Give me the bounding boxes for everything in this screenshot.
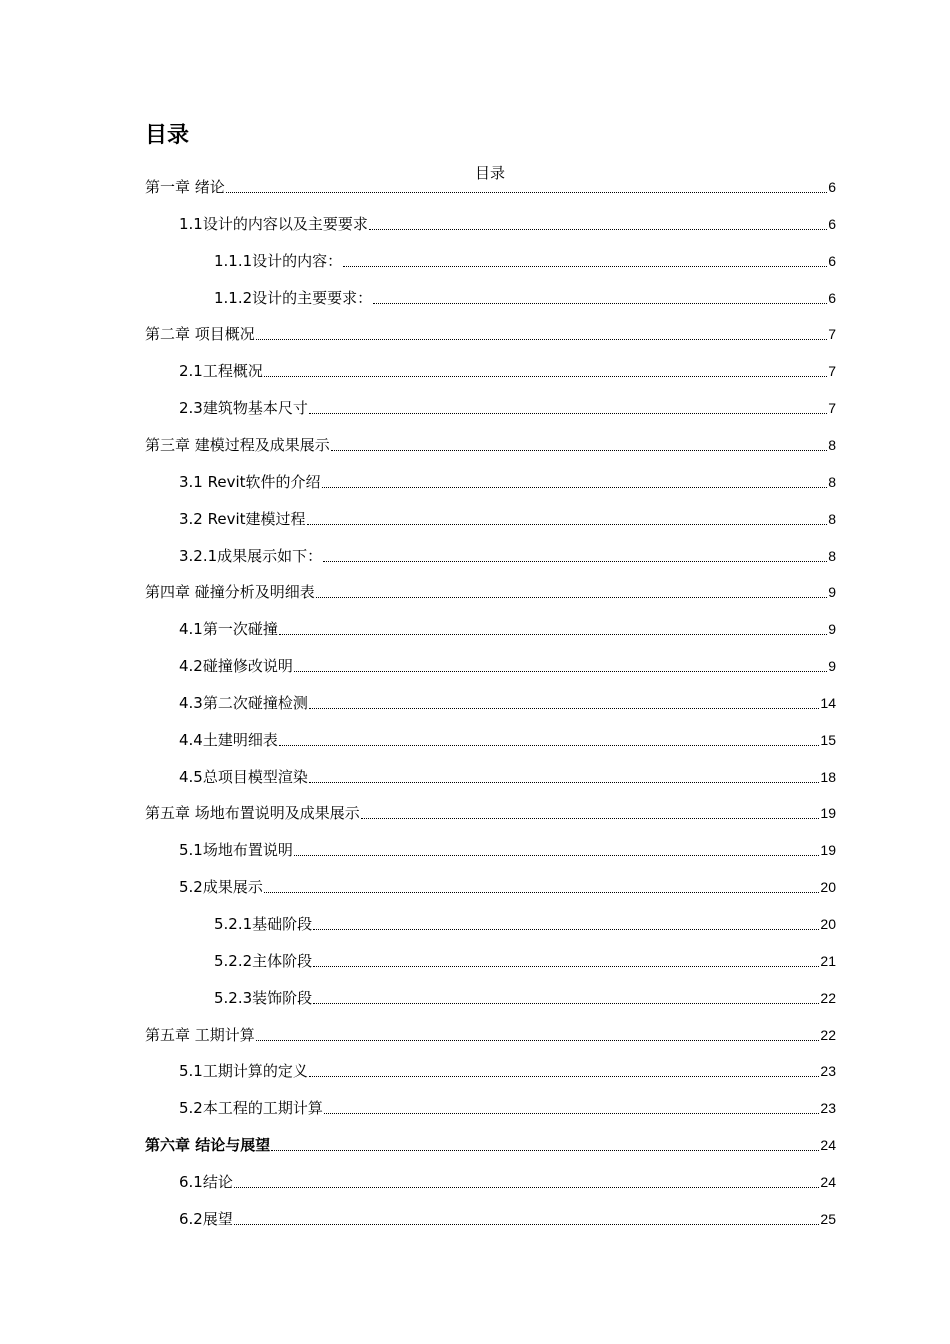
toc-entry[interactable] xyxy=(179,654,836,678)
toc-entry[interactable] xyxy=(179,728,836,752)
toc-entry-title: 3.1 Revit软件的介绍 xyxy=(179,472,321,491)
toc-entry[interactable] xyxy=(145,433,836,457)
toc-dot-leader xyxy=(324,1113,820,1114)
toc-dot-leader xyxy=(256,1040,820,1041)
toc-dot-leader xyxy=(316,597,827,598)
toc-entry-page-number: 19 xyxy=(820,805,836,822)
toc-entry-page-number: 20 xyxy=(820,879,836,896)
toc-dot-leader xyxy=(309,413,827,414)
toc-entry-title: 第五章 场地布置说明及成果展示 xyxy=(145,804,360,823)
toc-entry-page-number: 8 xyxy=(828,547,836,564)
toc-dot-leader xyxy=(309,782,820,783)
toc-entry-page-number: 20 xyxy=(820,916,836,932)
toc-entry-page-number: 22 xyxy=(820,1026,836,1043)
toc-entry[interactable] xyxy=(179,765,836,789)
toc-dot-leader xyxy=(343,266,827,267)
toc-entry[interactable] xyxy=(145,801,836,825)
toc-entry-title: 第二章 项目概况 xyxy=(145,325,255,344)
toc-entry-title: 第五章 工期计算 xyxy=(145,1025,255,1044)
toc-entry-title: 6.2展望 xyxy=(179,1209,233,1228)
toc-entry-title: 1.1设计的内容以及主要要求 xyxy=(179,214,368,233)
toc-entry[interactable] xyxy=(145,1133,836,1157)
toc-entry[interactable] xyxy=(214,249,836,273)
toc-entry-page-number: 24 xyxy=(820,1173,836,1190)
toc-entry[interactable] xyxy=(179,1170,836,1194)
toc-entry[interactable] xyxy=(179,617,836,641)
toc-dot-leader xyxy=(373,303,827,304)
toc-entry-page-number: 9 xyxy=(828,658,836,675)
toc-entry[interactable] xyxy=(179,838,836,862)
toc-entry-title: 3.2.1成果展示如下： xyxy=(179,546,323,565)
toc-caption: 目录 xyxy=(474,164,505,182)
toc-entry-title: 2.1工程概况 xyxy=(179,362,263,381)
toc-entry[interactable] xyxy=(179,396,836,420)
toc-entry-title: 5.2.3装饰阶段 xyxy=(214,988,313,1007)
toc-dot-leader xyxy=(322,487,828,488)
toc-entry[interactable] xyxy=(214,912,836,936)
toc-entry-title: 4.5总项目模型渲染 xyxy=(179,767,308,786)
page-title: 目录 xyxy=(145,123,190,148)
toc-entry-title: 1.1.1设计的内容： xyxy=(214,251,343,270)
toc-entry-title: 4.1第一次碰撞 xyxy=(179,620,278,639)
toc-entry[interactable] xyxy=(179,875,836,899)
toc-dot-leader xyxy=(369,229,827,230)
toc-entry-page-number: 14 xyxy=(820,694,836,711)
toc-entry[interactable] xyxy=(145,322,836,346)
toc-entry-title: 5.2本工程的工期计算 xyxy=(179,1099,323,1118)
toc-dot-leader xyxy=(234,1224,820,1225)
toc-entry[interactable] xyxy=(214,986,836,1010)
toc-entry-title: 第四章 碰撞分析及明细表 xyxy=(145,583,315,602)
toc-entry-page-number: 21 xyxy=(820,952,836,969)
toc-entry-page-number: 23 xyxy=(820,1063,836,1080)
toc-dot-leader xyxy=(313,1003,819,1004)
toc-entry-page-number: 6 xyxy=(828,252,836,269)
toc-entry-title: 4.4土建明细表 xyxy=(179,730,278,749)
toc-dot-leader xyxy=(313,929,819,930)
toc-entry-page-number: 6 xyxy=(828,289,836,306)
toc-entry-page-number: 8 xyxy=(828,473,836,490)
toc-entry[interactable] xyxy=(179,212,836,236)
toc-entry-title: 4.3第二次碰撞检测 xyxy=(179,693,308,712)
toc-entry-title: 第一章 绪论 xyxy=(145,178,225,196)
toc-entry[interactable] xyxy=(214,949,836,973)
toc-dot-leader xyxy=(256,339,827,340)
toc-entry-title: 2.3建筑物基本尺寸 xyxy=(179,399,308,418)
toc-entry-page-number: 9 xyxy=(828,584,836,601)
toc-dot-leader xyxy=(361,818,820,819)
toc-entry-title: 4.2碰撞修改说明 xyxy=(179,657,293,676)
toc-dot-leader xyxy=(309,708,820,709)
toc-entry-title: 第六章 结论与展望 xyxy=(145,1136,271,1155)
toc-entry-page-number: 18 xyxy=(820,768,836,785)
toc-entry[interactable] xyxy=(179,1096,836,1120)
toc-entry[interactable] xyxy=(179,359,836,383)
toc-entry-title: 第三章 建模过程及成果展示 xyxy=(145,435,330,454)
toc-entry-page-number: 6 xyxy=(828,215,836,232)
toc-entry[interactable] xyxy=(179,691,836,715)
toc-dot-leader xyxy=(279,634,827,635)
toc-dot-leader xyxy=(264,376,827,377)
toc-dot-leader xyxy=(331,450,827,451)
toc-entry[interactable] xyxy=(179,1059,836,1083)
toc-entry-page-number: 9 xyxy=(828,621,836,638)
toc-entry-title: 3.2 Revit建模过程 xyxy=(179,509,306,528)
toc-entry[interactable] xyxy=(179,470,836,494)
toc-dot-leader xyxy=(271,1150,819,1151)
toc-entry-page-number: 15 xyxy=(820,731,836,748)
toc-entry[interactable] xyxy=(145,580,836,604)
toc-entry-page-number: 7 xyxy=(828,363,836,380)
toc-entry-title: 5.2.2主体阶段 xyxy=(214,951,313,970)
toc-entry-title: 5.2.1基础阶段 xyxy=(214,915,313,933)
toc-entry[interactable] xyxy=(179,507,836,531)
toc-entry-title: 5.1工期计算的定义 xyxy=(179,1062,308,1081)
toc-entry-page-number: 25 xyxy=(820,1210,836,1227)
toc-dot-leader xyxy=(323,561,827,562)
toc-entry-title: 6.1结论 xyxy=(179,1172,233,1191)
toc-dot-leader xyxy=(234,1187,820,1188)
toc-dot-leader xyxy=(264,892,820,893)
toc-dot-leader xyxy=(294,855,820,856)
toc-dot-leader xyxy=(313,966,819,967)
toc-dot-leader xyxy=(294,671,827,672)
toc-entry[interactable] xyxy=(179,1207,836,1231)
toc-entry-page-number: 7 xyxy=(828,400,836,417)
toc-entry-page-number: 23 xyxy=(820,1100,836,1117)
toc-dot-leader xyxy=(279,745,820,746)
toc-entry-page-number: 19 xyxy=(820,842,836,859)
toc-entry[interactable] xyxy=(179,544,836,568)
toc-entry-page-number: 8 xyxy=(828,510,836,527)
toc-entry-title: 5.1场地布置说明 xyxy=(179,841,293,860)
toc-entry[interactable] xyxy=(145,1023,836,1047)
toc-entry[interactable] xyxy=(145,175,836,199)
toc-entry-page-number: 24 xyxy=(820,1137,836,1154)
toc-entry-page-number: 7 xyxy=(828,326,836,343)
toc-dot-leader xyxy=(307,524,828,525)
toc-entry-page-number: 6 xyxy=(828,179,836,195)
toc-entry-page-number: 22 xyxy=(820,989,836,1006)
toc-entry[interactable] xyxy=(214,286,836,310)
toc-entry-title: 5.2成果展示 xyxy=(179,878,263,897)
toc-entry-page-number: 8 xyxy=(828,436,836,453)
toc-entry-title: 1.1.2设计的主要要求： xyxy=(214,288,373,307)
toc-dot-leader xyxy=(309,1076,820,1077)
toc-dot-leader xyxy=(226,192,827,193)
